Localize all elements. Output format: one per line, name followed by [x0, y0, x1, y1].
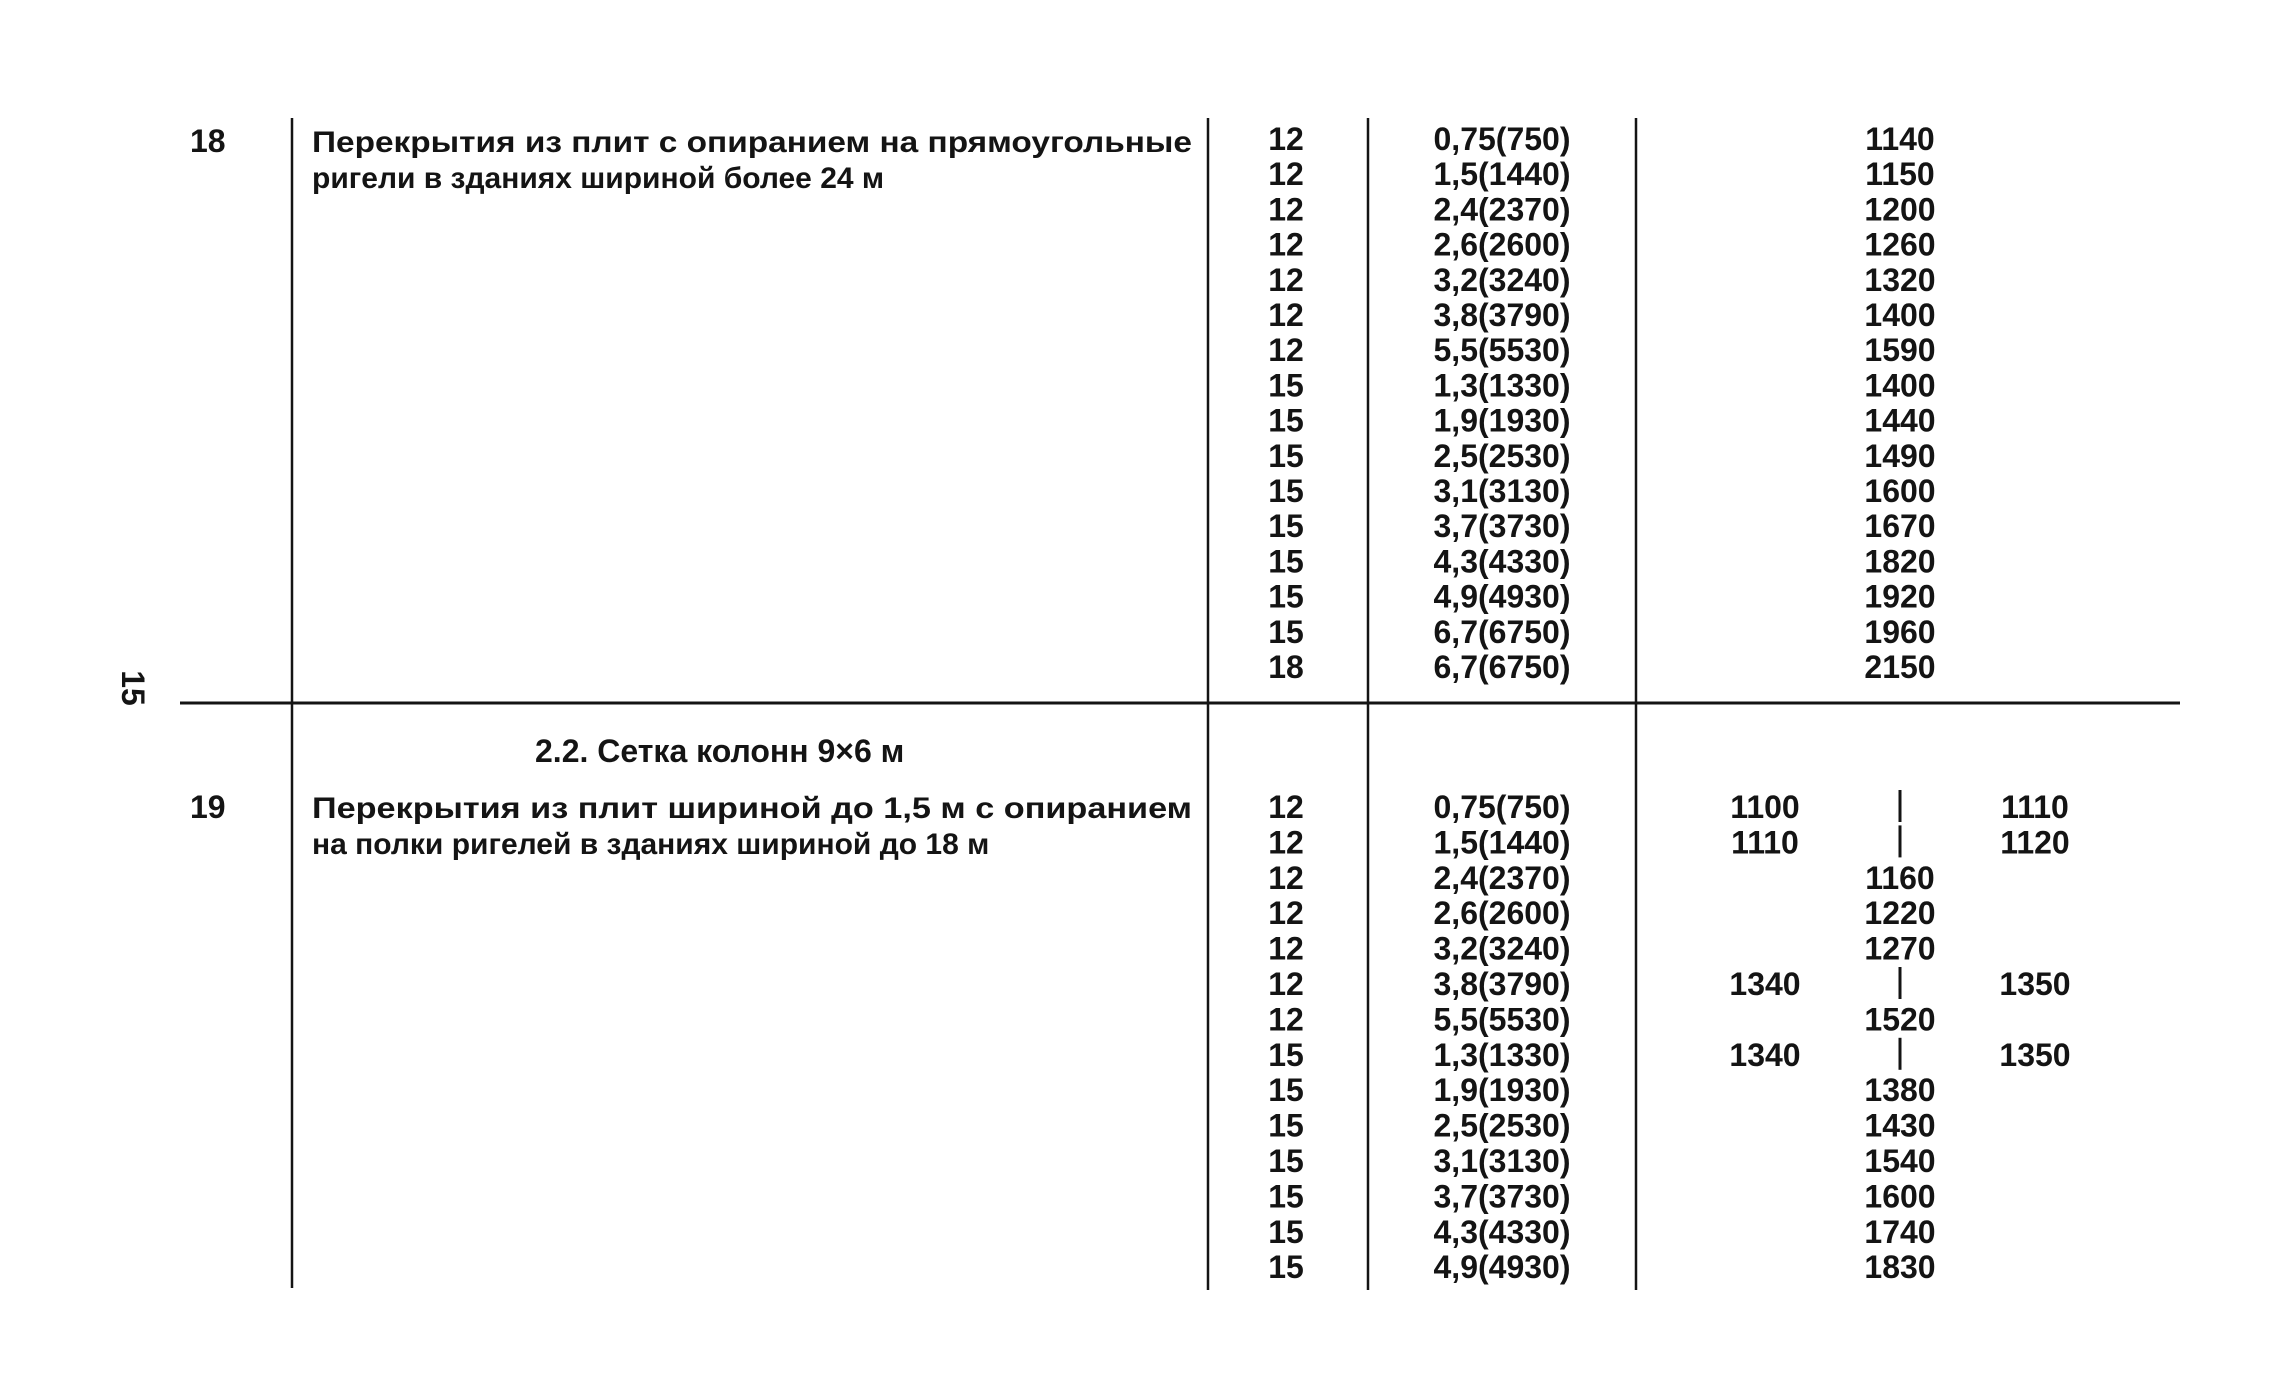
load-cell: 5,5(5530) — [1433, 332, 1571, 369]
load-cell: 3,8(3790) — [1433, 297, 1571, 333]
load-cell: 1,5(1440) — [1433, 156, 1571, 193]
load-cell: 1,9(1930) — [1433, 402, 1571, 439]
load-cell: 1,9(1930) — [1433, 1072, 1571, 1109]
load-cell: 4,9(4930) — [1433, 578, 1571, 615]
value-cell: 1150 — [1865, 156, 1935, 193]
value-left-cell: 1340 — [1729, 1036, 1801, 1073]
table-row — [1268, 966, 2070, 1002]
load-cell: 2,4(2370) — [1433, 191, 1571, 228]
span-cell: 15 — [1268, 1213, 1304, 1250]
entry-18 — [190, 121, 1936, 685]
value-cell: 1380 — [1864, 1072, 1936, 1109]
span-cell: 12 — [1268, 966, 1304, 1002]
value-cell: 2150 — [1864, 649, 1936, 685]
entry-number: 18 — [190, 123, 226, 159]
table-row — [1268, 1037, 2070, 1073]
span-cell: 15 — [1268, 1178, 1304, 1215]
span-cell: 15 — [1268, 1143, 1304, 1179]
entry-rows — [1268, 789, 2070, 1285]
span-cell: 15 — [1268, 543, 1304, 580]
load-cell: 6,7(6750) — [1433, 649, 1571, 685]
section-header: 2.2. Сетка колонн 9×6 м — [535, 733, 905, 769]
value-cell: 1400 — [1864, 297, 1936, 333]
value-cell: 1430 — [1864, 1107, 1936, 1144]
load-cell: 4,3(4330) — [1433, 543, 1571, 580]
span-cell: 12 — [1268, 895, 1304, 932]
value-cell: 1320 — [1864, 261, 1936, 298]
span-cell: 12 — [1268, 332, 1304, 369]
value-cell: 1440 — [1864, 402, 1936, 439]
value-left-cell: 1100 — [1730, 789, 1800, 825]
value-cell: 1260 — [1864, 226, 1936, 263]
value-cell: 1670 — [1864, 508, 1936, 545]
load-cell: 2,6(2600) — [1433, 895, 1571, 932]
load-cell: 4,3(4330) — [1433, 1213, 1571, 1250]
value-left-cell: 1340 — [1729, 966, 1801, 1002]
entry-description-line: Перекрытия из плит шириной до 1,5 м с опиранием — [312, 792, 1192, 825]
span-cell: 12 — [1268, 226, 1304, 263]
entry-description-line: Перекрытия из плит с опиранием на прямоугольные — [312, 126, 1192, 159]
span-cell: 15 — [1268, 1072, 1304, 1109]
value-left-cell: 1110 — [1731, 824, 1799, 861]
load-cell: 5,5(5530) — [1433, 1001, 1571, 1038]
entry-description-line: на полки ригелей в зданиях шириной до 18 м — [312, 828, 990, 861]
span-cell: 15 — [1268, 473, 1304, 509]
value-cell: 1590 — [1864, 332, 1936, 369]
load-cell: 0,75(750) — [1433, 121, 1571, 157]
load-cell: 1,3(1330) — [1433, 367, 1571, 404]
page-number: 15 — [115, 670, 151, 706]
load-cell: 3,7(3730) — [1433, 1178, 1571, 1215]
load-cell: 2,5(2530) — [1433, 437, 1571, 474]
value-cell: 1920 — [1864, 578, 1936, 615]
load-cell: 6,7(6750) — [1433, 613, 1571, 650]
entry-description-line: ригели в зданиях шириной более 24 м — [312, 162, 885, 195]
span-cell: 15 — [1268, 508, 1304, 545]
value-cell: 1600 — [1864, 1178, 1936, 1215]
value-right-cell: 1350 — [1999, 966, 2071, 1002]
span-cell: 15 — [1268, 402, 1304, 439]
span-cell: 12 — [1268, 261, 1304, 298]
span-cell: 15 — [1268, 437, 1304, 474]
entry-number: 19 — [190, 789, 226, 825]
load-cell: 2,4(2370) — [1433, 859, 1571, 896]
value-cell: 1140 — [1865, 121, 1935, 157]
load-cell: 3,1(3130) — [1433, 473, 1571, 509]
span-cell: 15 — [1268, 578, 1304, 615]
value-cell: 1490 — [1864, 437, 1936, 474]
value-cell: 1600 — [1864, 473, 1936, 509]
span-cell: 15 — [1268, 1107, 1304, 1144]
load-cell: 1,3(1330) — [1433, 1036, 1571, 1073]
span-cell: 15 — [1268, 1036, 1304, 1073]
value-cell: 1540 — [1864, 1143, 1936, 1179]
span-cell: 12 — [1268, 789, 1304, 825]
load-cell: 3,8(3790) — [1433, 966, 1571, 1002]
load-cell: 3,7(3730) — [1433, 508, 1571, 545]
load-cell: 3,2(3240) — [1433, 930, 1571, 967]
value-cell: 1400 — [1864, 367, 1936, 404]
table-row — [1268, 824, 2070, 860]
span-cell: 15 — [1268, 613, 1304, 650]
span-cell: 15 — [1268, 367, 1304, 404]
span-cell: 12 — [1268, 859, 1304, 896]
value-cell: 1220 — [1864, 895, 1936, 932]
load-cell: 1,5(1440) — [1433, 824, 1571, 861]
span-cell: 12 — [1268, 930, 1304, 967]
span-cell: 12 — [1268, 1001, 1304, 1038]
value-cell: 1830 — [1864, 1249, 1936, 1286]
span-cell: 12 — [1268, 191, 1304, 228]
load-cell: 2,6(2600) — [1433, 226, 1571, 263]
value-cell: 1820 — [1864, 543, 1936, 580]
value-cell: 1270 — [1864, 930, 1936, 967]
table-row — [1268, 789, 2069, 825]
load-cell: 3,2(3240) — [1433, 261, 1571, 298]
value-cell: 1960 — [1864, 613, 1936, 650]
value-right-cell: 1350 — [1999, 1036, 2071, 1073]
load-cell: 2,5(2530) — [1433, 1107, 1571, 1144]
span-cell: 12 — [1268, 297, 1304, 333]
value-right-cell: 1110 — [2001, 789, 2069, 825]
span-cell: 12 — [1268, 156, 1304, 193]
span-cell: 18 — [1268, 649, 1304, 685]
value-cell: 1160 — [1865, 859, 1935, 896]
load-cell: 0,75(750) — [1433, 789, 1571, 825]
value-right-cell: 1120 — [2000, 824, 2070, 861]
value-cell: 1740 — [1864, 1213, 1936, 1250]
entry-19 — [190, 789, 2071, 1285]
span-cell: 15 — [1268, 1249, 1304, 1286]
span-cell: 12 — [1268, 121, 1304, 157]
value-cell: 1200 — [1864, 191, 1936, 228]
load-cell: 3,1(3130) — [1433, 1143, 1571, 1179]
load-cell: 4,9(4930) — [1433, 1249, 1571, 1286]
span-cell: 12 — [1268, 824, 1304, 861]
value-cell: 1520 — [1864, 1001, 1936, 1038]
